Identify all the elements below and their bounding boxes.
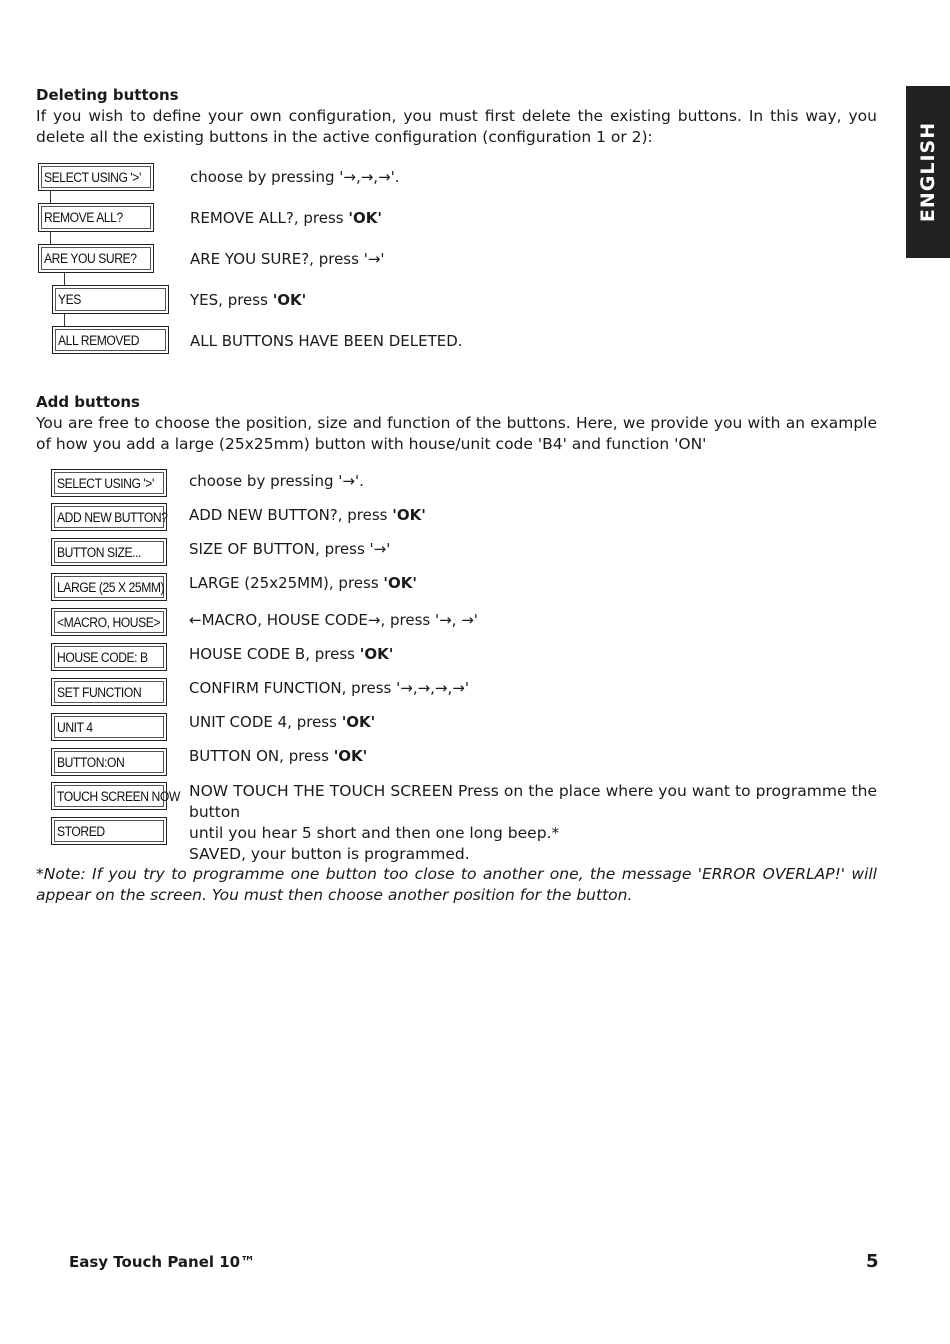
lcd-screen	[51, 748, 167, 776]
add-step: HOUSE CODE B, press 'OK'	[189, 645, 394, 663]
lcd-screen	[51, 503, 167, 531]
lcd-text: SET FUNCTION	[57, 684, 142, 700]
lcd-text: HOUSE CODE: B	[57, 649, 148, 665]
lcd-text: LARGE (25 X 25MM)	[57, 579, 165, 595]
language-tab	[906, 86, 950, 258]
touch-screen-instruction	[189, 781, 877, 865]
delete-step: YES, press 'OK'	[190, 291, 307, 309]
deleting-intro: If you wish to define your own configuration, you must first delete the existing buttons. In this way, you delete all the existing buttons in the active configuration (configuration 1 or 2):	[36, 107, 877, 146]
lcd-text: TOUCH SCREEN NOW	[57, 788, 180, 804]
page-number: 5	[866, 1251, 879, 1272]
flow-connector	[50, 232, 51, 244]
lcd-text: ADD NEW BUTTON?	[57, 509, 168, 525]
language-tab-label: ENGLISH	[917, 121, 939, 223]
footer-title: Easy Touch Panel 10™	[69, 1253, 256, 1271]
lcd-screen	[51, 469, 167, 497]
add-step: UNIT CODE 4, press 'OK'	[189, 713, 376, 731]
add-step: choose by pressing '→'.	[189, 472, 364, 490]
touch-line-1: NOW TOUCH THE TOUCH SCREEN Press on the place where you want to programme the button	[189, 782, 877, 821]
lcd-screen	[38, 244, 154, 273]
overlap-note: *Note: If you try to programme one button too close to another one, the message 'ERROR OVERLAP!' will appear on the screen. You must then choose another position for the button.	[36, 865, 877, 904]
add-step: BUTTON ON, press 'OK'	[189, 747, 368, 765]
delete-step: REMOVE ALL?, press 'OK'	[190, 209, 382, 227]
lcd-text: ARE YOU SURE?	[44, 251, 137, 266]
lcd-screen	[51, 713, 167, 741]
lcd-text: UNIT 4	[57, 719, 93, 735]
flow-connector	[64, 272, 65, 286]
touch-line-2: until you hear 5 short and then one long beep.*	[189, 824, 560, 842]
flow-connector	[64, 314, 65, 326]
add-step: LARGE (25x25MM), press 'OK'	[189, 574, 417, 592]
add-step: SIZE OF BUTTON, press '→'	[189, 540, 391, 558]
lcd-text: SELECT USING '>'	[44, 169, 141, 185]
lcd-text: BUTTON:ON	[57, 754, 125, 770]
lcd-screen	[52, 326, 169, 354]
add-step: CONFIRM FUNCTION, press '→,→,→,→'	[189, 679, 469, 697]
add-heading: Add buttons	[36, 393, 140, 411]
saved-line: SAVED, your button is programmed.	[189, 845, 470, 863]
add-intro: You are free to choose the position, size and function of the buttons. Here, we provide you with an example of how you add a large (25x25mm) button with house/unit code 'B4' and function 'ON'	[36, 414, 877, 453]
lcd-screen	[51, 782, 180, 810]
lcd-screen	[52, 285, 169, 314]
add-step: ADD NEW BUTTON?, press 'OK'	[189, 506, 426, 524]
flow-connector	[50, 190, 51, 204]
lcd-text: STORED	[57, 823, 105, 839]
deleting-heading: Deleting buttons	[36, 86, 179, 104]
lcd-screen	[51, 643, 167, 671]
delete-step: ALL BUTTONS HAVE BEEN DELETED.	[190, 332, 463, 350]
lcd-screen	[51, 817, 167, 845]
lcd-screen	[51, 608, 167, 636]
lcd-screen	[51, 538, 167, 566]
lcd-text: <MACRO, HOUSE>	[57, 614, 161, 630]
lcd-text: SELECT USING '>'	[57, 475, 154, 491]
lcd-screen	[38, 203, 154, 232]
delete-step: choose by pressing '→,→,→'.	[190, 168, 400, 186]
lcd-text: REMOVE ALL?	[44, 210, 123, 225]
lcd-screen	[51, 678, 167, 706]
add-step: ←MACRO, HOUSE CODE→, press '→, →'	[189, 611, 478, 629]
lcd-text: YES	[58, 292, 81, 307]
lcd-text: BUTTON SIZE...	[57, 544, 141, 560]
lcd-text: ALL REMOVED	[58, 332, 140, 348]
delete-step: ARE YOU SURE?, press '→'	[190, 250, 385, 268]
lcd-screen	[38, 163, 154, 191]
lcd-screen	[51, 573, 167, 601]
